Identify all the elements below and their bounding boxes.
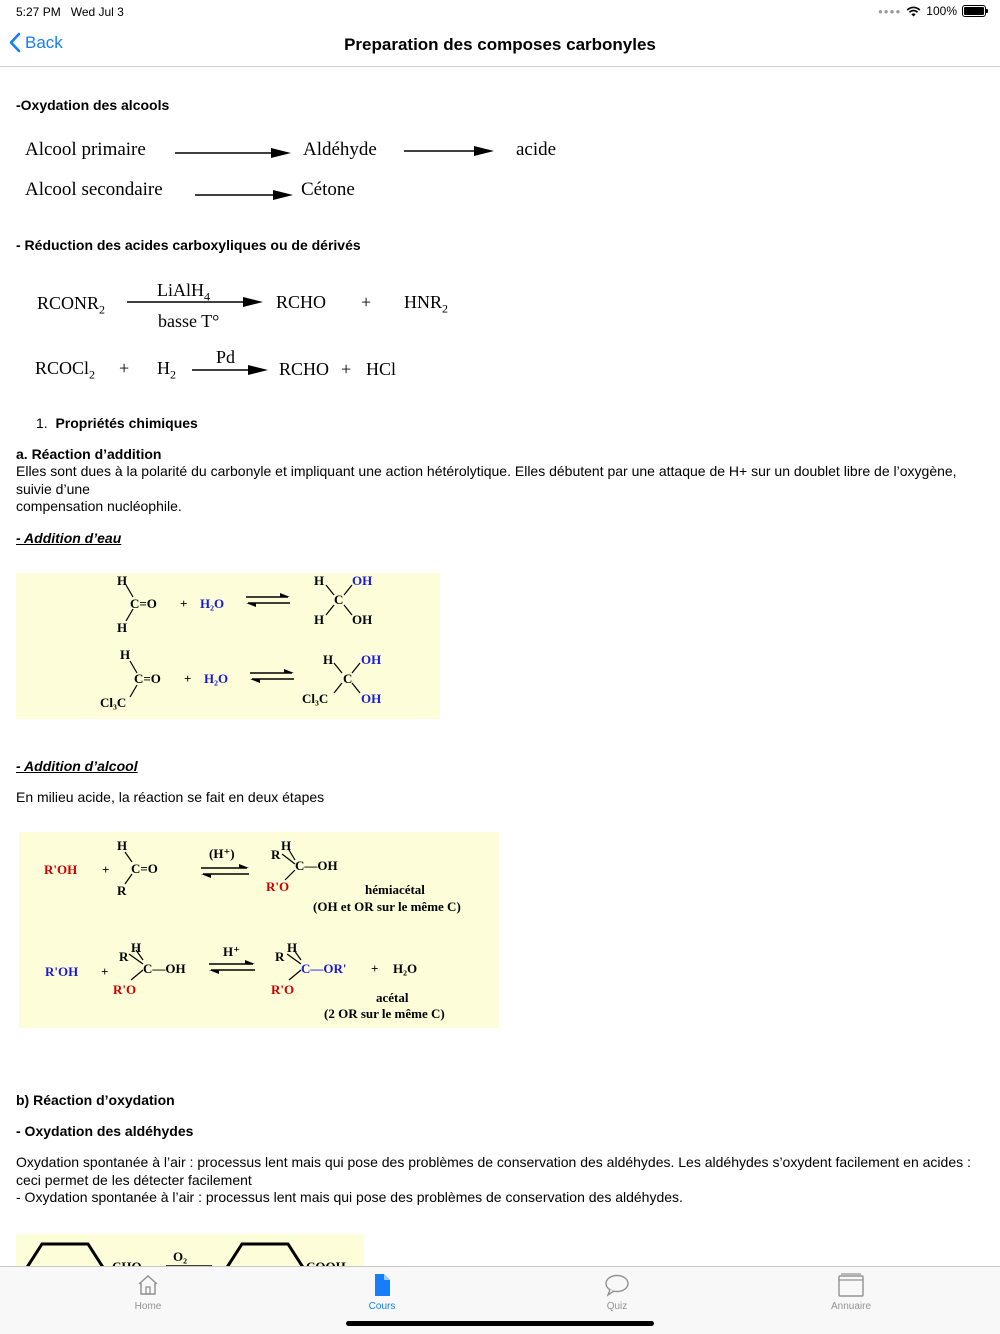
section-oxydation-alcools-title: -Oxydation des alcools	[16, 97, 170, 113]
oxydation-aldehydes-title: - Oxydation des aldéhydes	[16, 1123, 194, 1139]
aldehyde-label: Aldéhyde	[303, 139, 377, 160]
status-bar	[0, 0, 1000, 24]
house-icon	[136, 1273, 160, 1297]
wifi-icon	[906, 6, 921, 17]
catalyst-pd: Pd	[216, 347, 236, 367]
alcool-primaire-label: Alcool primaire	[25, 139, 146, 160]
navigation-bar	[0, 24, 1000, 67]
product-rcho: RCHO	[276, 292, 327, 312]
plus-sign: +	[341, 359, 352, 379]
signal-icon: ●●●●	[877, 6, 902, 16]
home-indicator[interactable]	[346, 1321, 654, 1326]
addition-alcool-title: - Addition d’alcool	[16, 758, 138, 774]
section-addition-title: a. Réaction d’addition	[16, 446, 162, 462]
battery-percent: 100%	[926, 4, 957, 18]
addition-eau-diagram: H C=O + H₂O H H OH C H OH H C=O + H₂O Cl₃C H OH C Cl₃C OH	[16, 573, 440, 719]
section-oxydation-reaction-title: b) Réaction d’oxydation	[16, 1092, 175, 1108]
reaction-arrow	[175, 145, 293, 159]
acetal-bonds-diagram	[19, 832, 499, 1028]
oxydation-aldehydes-diagram: O₂	[16, 1234, 364, 1274]
addition-alcool-intro: En milieu acide, la réaction se fait en deux étapes	[16, 789, 325, 805]
tab-cours[interactable]: Cours	[322, 1273, 442, 1312]
product-rcho: RCHO	[279, 359, 330, 379]
back-label: Back	[25, 32, 63, 52]
course-content[interactable]	[0, 67, 1000, 1266]
reaction-arrow	[127, 294, 267, 308]
reagent-lialh4: LiAlH$_4$	[157, 280, 210, 304]
alcool-secondaire-label: Alcool secondaire	[25, 179, 163, 200]
reactant-h2: $H_2$	[157, 358, 176, 382]
reaction-arrow	[192, 362, 272, 376]
reaction-arrow	[404, 143, 496, 157]
status-indicators	[878, 4, 986, 18]
chat-bubble-icon	[604, 1273, 630, 1297]
cetone-label: Cétone	[301, 179, 355, 200]
acide-label: acide	[516, 139, 557, 160]
page-title: Preparation des composes carbonyles	[344, 35, 656, 54]
tab-quiz[interactable]: Quiz	[557, 1273, 677, 1312]
oxydation-paragraph: Oxydation spontanée à l’air : processus lent mais qui pose des problèmes de conservation des aldéhydes. Les aldéhydes s’oxydent facilement en acides : ceci permet de les détecter facilement - Oxydation spontanée à l’air : processus lent mais qui pose des problèmes de conservation des aldéhydes.	[16, 1154, 971, 1205]
plus-sign: +	[361, 292, 372, 312]
condition-basse-t: basse T°	[158, 311, 220, 331]
addition-paragraph: Elles sont dues à la polarité du carbonyle et impliquant une action hétérolytique. Elles débutent par une attaque de H+ sur un doublet libre de l’oxygène, suivie d’une compensation nucléophile.	[16, 463, 957, 514]
byproduct-hcl: HCl	[366, 359, 397, 379]
folder-icon	[837, 1273, 865, 1297]
status-time: 5:27 PM Wed Jul 3	[16, 5, 124, 19]
reactant-rcocl2: RCOCl$_2$	[35, 358, 96, 382]
document-icon	[370, 1273, 394, 1297]
addition-alcool-diagram: R'OH + H C=O R (H⁺) H R C—OH R'O hémiacétal (OH et OR sur le même C) R'OH + H R C—OH R'O H⁺ H R C—OR' + H₂O R'O acétal (2 OR sur le même C)	[19, 832, 499, 1028]
tab-annuaire[interactable]: Annuaire	[791, 1273, 911, 1312]
reaction-arrow	[195, 187, 295, 201]
plus-sign: +	[119, 358, 130, 378]
list-item-proprietes: 1. Propriétés chimiques	[36, 415, 198, 431]
battery-icon	[962, 5, 986, 17]
addition-eau-title: - Addition d’eau	[16, 530, 122, 546]
byproduct-hnr2: $HNR_2$	[404, 292, 449, 316]
tab-home[interactable]: Home	[88, 1273, 208, 1312]
section-reduction-title: - Réduction des acides carboxyliques ou de dérivés	[16, 237, 361, 253]
reactant-rconr2: $RCONR_2$	[37, 293, 106, 317]
